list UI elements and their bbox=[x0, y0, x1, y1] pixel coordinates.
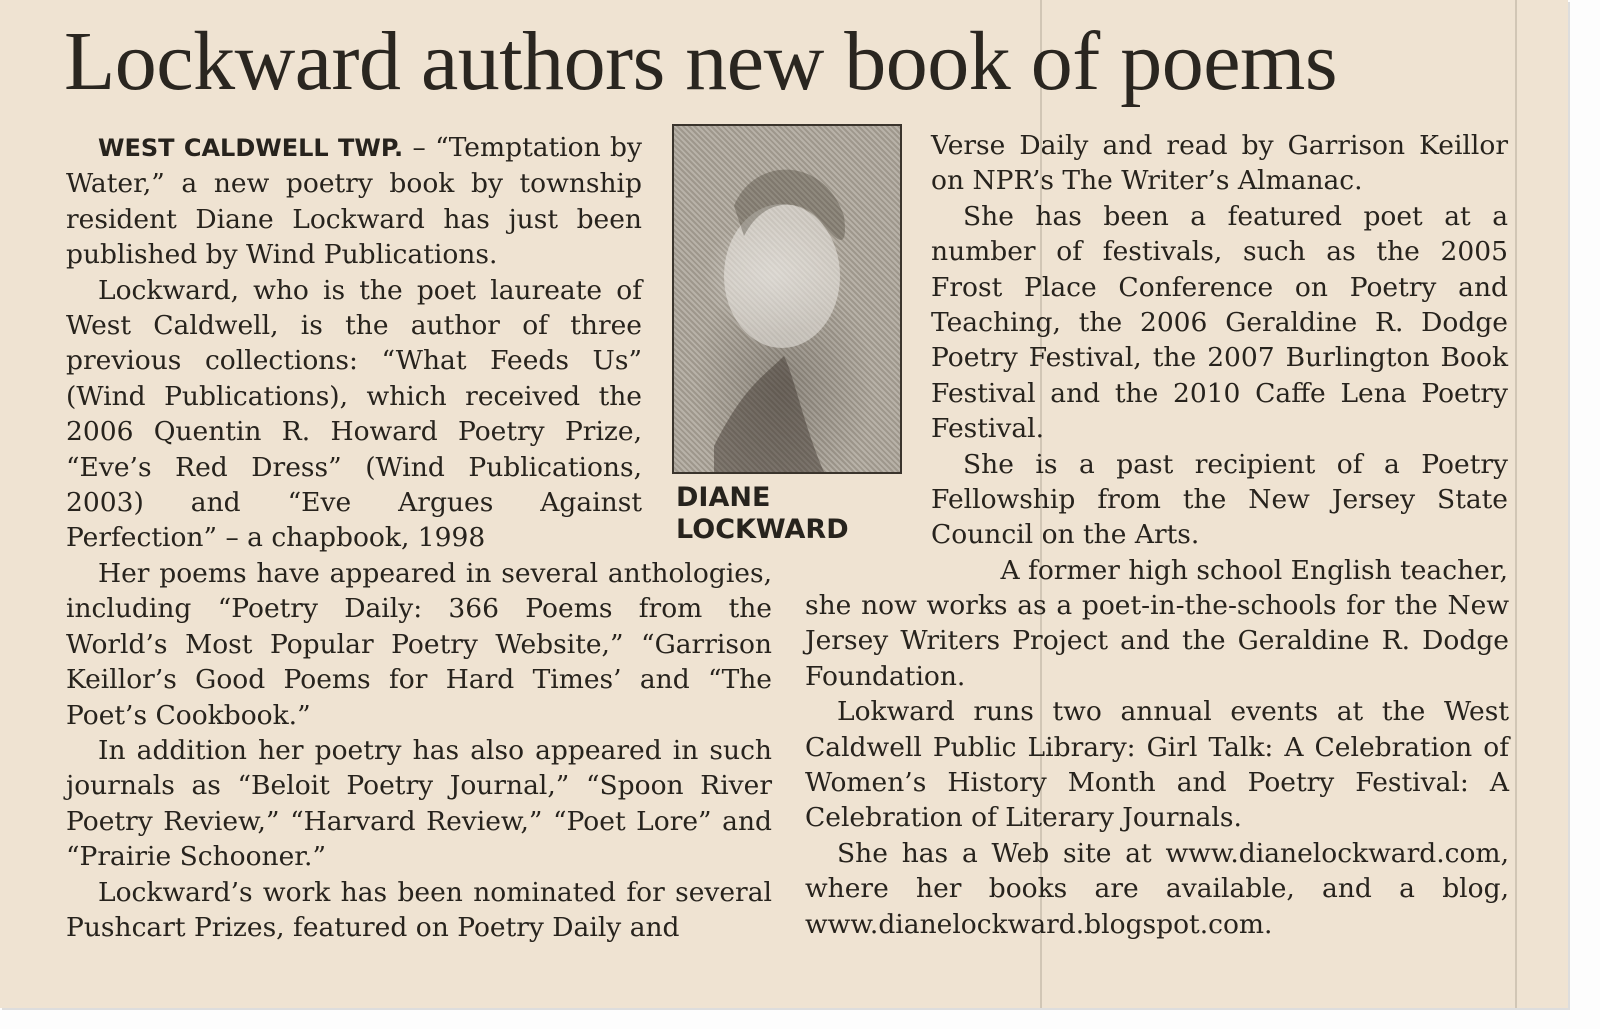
paragraph: She has been a featured poet at a number of festivals, such as the 2005 Frost Place Conference on Poetry and Teaching, the 2006 Geraldine R. Dodge Poetry Festival, the 2007 Burlington Book Festival and the 2010 Caffe Lena Poetry Festival. bbox=[931, 200, 1508, 445]
lead-paragraph bbox=[66, 130, 642, 273]
column-lower-right bbox=[805, 588, 1509, 942]
back-page-rule bbox=[1515, 0, 1517, 1008]
headline: Lockward authors new book of poems bbox=[64, 15, 1338, 108]
paragraph-start: A former high school English teacher, bbox=[1000, 554, 1508, 586]
dateline: WEST CALDWELL TWP. bbox=[98, 134, 404, 162]
paragraph: Lockward, who is the poet laureate of West Caldwell, is the author of three previous collections: “What Feeds Us” (Wind Publications), which received the 2006 Quentin R. Howard Poetry Prize, “Eve’s Red Dress” (Wind Publications, 2003) and “Eve Argues Against Perfection” – a chapbook, 1998 bbox=[66, 274, 642, 554]
column-upper-right bbox=[931, 128, 1508, 588]
paragraph: Her poems have appeared in several anthologies, including “Poetry Daily: 366 Poems from the World’s Most Popular Poetry Website,” “Garrison Keillor’s Good Poems for Hard Times’ and “The Poet’s Cookbook.” bbox=[66, 558, 772, 731]
column-lower-left bbox=[66, 556, 772, 945]
photo-caption bbox=[676, 482, 849, 546]
paragraph: Lokward runs two annual events at the West Caldwell Public Library: Girl Talk: A Celebration of Women’s History Month and Poetry Festival: A Celebration of Literary Journals. bbox=[805, 696, 1509, 834]
caption-line: LOCKWARD bbox=[676, 514, 849, 545]
caption-line: DIANE bbox=[676, 482, 771, 513]
paragraph: She is a past recipient of a Poetry Fellowship from the New Jersey State Council on the Arts. bbox=[931, 448, 1508, 551]
column-upper-left bbox=[66, 130, 642, 556]
paragraph: In addition her poetry has also appeared in such journals as “Beloit Poetry Journal,” “Spoon River Poetry Review,” “Harvard Review,” “Poet Lore” and “Prairie Schooner.” bbox=[66, 735, 772, 873]
paragraph: She has a Web site at www.dianelockward.com, where her books are available, and a blog, www.dianelockward.blogspot.com. bbox=[805, 837, 1509, 940]
paragraph: Lockward’s work has been nominated for several Pushcart Prizes, featured on Poetry Daily and bbox=[66, 876, 772, 944]
paragraph: Verse Daily and read by Garrison Keillor on NPR’s The Writer’s Almanac. bbox=[931, 130, 1508, 197]
portrait-image bbox=[674, 126, 900, 472]
author-photo bbox=[672, 124, 902, 474]
paragraph: she now works as a poet-in-the-schools for the New Jersey Writers Project and the Geraldine R. Dodge Foundation. bbox=[805, 590, 1509, 692]
lead-text: – “Temptation by Water,” a new poetry book by township resident Diane Lockward has just been published by Wind Publications. bbox=[66, 132, 642, 271]
